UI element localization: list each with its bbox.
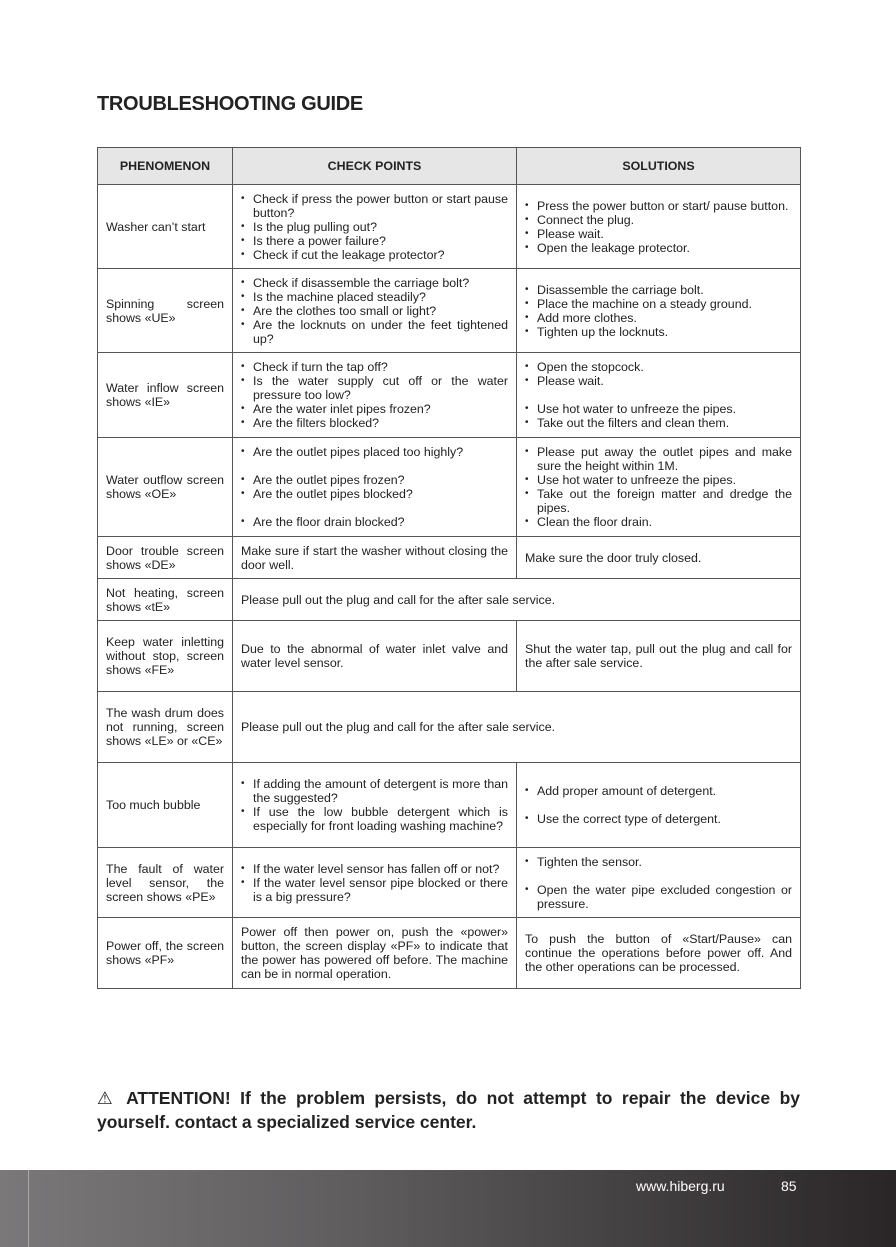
table-row [98, 353, 801, 438]
list-item: • Check if press the power button or start pause button? [241, 192, 508, 220]
table-row [98, 537, 801, 579]
list-item: • Please wait. [525, 374, 792, 388]
list-item: • Check if turn the tap off? [241, 360, 508, 374]
solutions-cell [517, 763, 801, 848]
solutions-cell: To push the button of «Start/Pause» can continue the operations before power off. And the other operations can be processed. [517, 918, 801, 989]
table-row [98, 848, 801, 918]
list-item: • If the water level sensor pipe blocked or there is a big pressure? [241, 876, 508, 904]
list-item: • Tighten up the locknuts. [525, 325, 792, 339]
website-url: www.hiberg.ru [636, 1178, 725, 1194]
list-item: • Check if disassemble the carriage bolt? [241, 276, 508, 290]
list-item: • Is the water supply cut off or the water pressure too low? [241, 374, 508, 402]
list-item: • Connect the plug. [525, 213, 792, 227]
solutions-cell: Make sure the door truly closed. [517, 537, 801, 579]
phenomenon-cell: Door trouble screen shows «DE» [98, 537, 233, 579]
list-item: • Open the stopcock. [525, 360, 792, 374]
list-item: • If the water level sensor has fallen off or not? [241, 862, 508, 876]
footer-bar [0, 1170, 896, 1247]
attention-text: ATTENTION! If the problem persists, do not attempt to repair the device by yourself. contact a specialized service center. [97, 1088, 800, 1132]
check-points-cell [233, 353, 517, 438]
solutions-cell [517, 848, 801, 918]
table-row [98, 918, 801, 989]
check-points-cell [233, 848, 517, 918]
table-row [98, 692, 801, 763]
table-row [98, 763, 801, 848]
list-item: • Are the filters blocked? [241, 416, 508, 430]
check-points-cell: Due to the abnormal of water inlet valve and water level sensor. [233, 621, 517, 692]
check-points-cell: Make sure if start the washer without closing the door well. [233, 537, 517, 579]
check-points-cell [233, 185, 517, 269]
list-item: • Use hot water to unfreeze the pipes. [525, 473, 792, 487]
list-item: • Add more clothes. [525, 311, 792, 325]
header-phenomenon: PHENOMENON [98, 148, 233, 185]
merged-cell: Please pull out the plug and call for the after sale service. [233, 579, 801, 621]
phenomenon-cell: The wash drum does not running, screen shows «LE» or «CE» [98, 692, 233, 763]
list-item: • Please put away the outlet pipes and make sure the height within 1M. [525, 445, 792, 473]
phenomenon-cell: The fault of water level sensor, the screen shows «PE» [98, 848, 233, 918]
list-item [241, 501, 508, 515]
footer-divider [28, 1170, 29, 1247]
list-item: • If adding the amount of detergent is more than the suggested? [241, 777, 508, 805]
list-item: • Are the locknuts on under the feet tightened up? [241, 318, 508, 346]
merged-cell: Please pull out the plug and call for the after sale service. [233, 692, 801, 763]
check-points-cell: Power off then power on, push the «power» button, the screen display «PF» to indicate that the power has powered off before. The machine can be in normal operation. [233, 918, 517, 989]
list-item: • Please wait. [525, 227, 792, 241]
list-item: • Are the outlet pipes frozen? [241, 473, 508, 487]
list-item: • Take out the filters and clean them. [525, 416, 792, 430]
list-item: • Use the correct type of detergent. [525, 812, 792, 826]
warning-icon: ⚠ [97, 1088, 118, 1108]
list-item: • Place the machine on a steady ground. [525, 297, 792, 311]
check-points-cell [233, 269, 517, 353]
phenomenon-cell: Not heating, screen shows «tE» [98, 579, 233, 621]
list-item: • Are the outlet pipes placed too highly? [241, 445, 508, 459]
phenomenon-cell: Washer can’t start [98, 185, 233, 269]
list-item: • Add proper amount of detergent. [525, 784, 792, 798]
solutions-cell [517, 185, 801, 269]
list-item [525, 388, 792, 402]
table-row [98, 579, 801, 621]
phenomenon-cell: Keep water inletting without stop, screen shows «FE» [98, 621, 233, 692]
page-number: 85 [781, 1178, 797, 1194]
list-item: • Are the clothes too small or light? [241, 304, 508, 318]
table-row [98, 438, 801, 537]
list-item: • Is the machine placed steadily? [241, 290, 508, 304]
header-solutions: SOLUTIONS [517, 148, 801, 185]
list-item: • Is there a power failure? [241, 234, 508, 248]
attention-notice [97, 1086, 800, 1134]
phenomenon-cell: Spinning screen shows «UE» [98, 269, 233, 353]
phenomenon-cell: Water outflow screen shows «OE» [98, 438, 233, 537]
list-item [525, 798, 792, 812]
solutions-cell: Shut the water tap, pull out the plug and call for the after sale service. [517, 621, 801, 692]
page-title: TROUBLESHOOTING GUIDE [97, 93, 363, 115]
list-item: • Disassemble the carriage bolt. [525, 283, 792, 297]
list-item [241, 459, 508, 473]
list-item: • Take out the foreign matter and dredge the pipes. [525, 487, 792, 515]
table-row [98, 185, 801, 269]
list-item: • Clean the floor drain. [525, 515, 792, 529]
check-points-cell [233, 438, 517, 537]
list-item: • Are the outlet pipes blocked? [241, 487, 508, 501]
list-item: • Open the water pipe excluded congestion or pressure. [525, 883, 792, 911]
table-row [98, 621, 801, 692]
check-points-cell [233, 763, 517, 848]
list-item: • If use the low bubble detergent which is especially for front loading washing machine? [241, 805, 508, 833]
troubleshooting-table [97, 147, 801, 989]
list-item: • Use hot water to unfreeze the pipes. [525, 402, 792, 416]
list-item: • Press the power button or start/ pause button. [525, 199, 792, 213]
list-item: • Are the water inlet pipes frozen? [241, 402, 508, 416]
solutions-cell [517, 438, 801, 537]
phenomenon-cell: Too much bubble [98, 763, 233, 848]
list-item: • Check if cut the leakage protector? [241, 248, 508, 262]
list-item: • Tighten the sensor. [525, 855, 792, 869]
list-item: • Open the leakage protector. [525, 241, 792, 255]
list-item: • Is the plug pulling out? [241, 220, 508, 234]
header-check-points: CHECK POINTS [233, 148, 517, 185]
phenomenon-cell: Water inflow screen shows «IE» [98, 353, 233, 438]
phenomenon-cell: Power off, the screen shows «PF» [98, 918, 233, 989]
table-row [98, 269, 801, 353]
solutions-cell [517, 269, 801, 353]
solutions-cell [517, 353, 801, 438]
table-header-row [98, 148, 801, 185]
list-item [525, 869, 792, 883]
list-item: • Are the floor drain blocked? [241, 515, 508, 529]
